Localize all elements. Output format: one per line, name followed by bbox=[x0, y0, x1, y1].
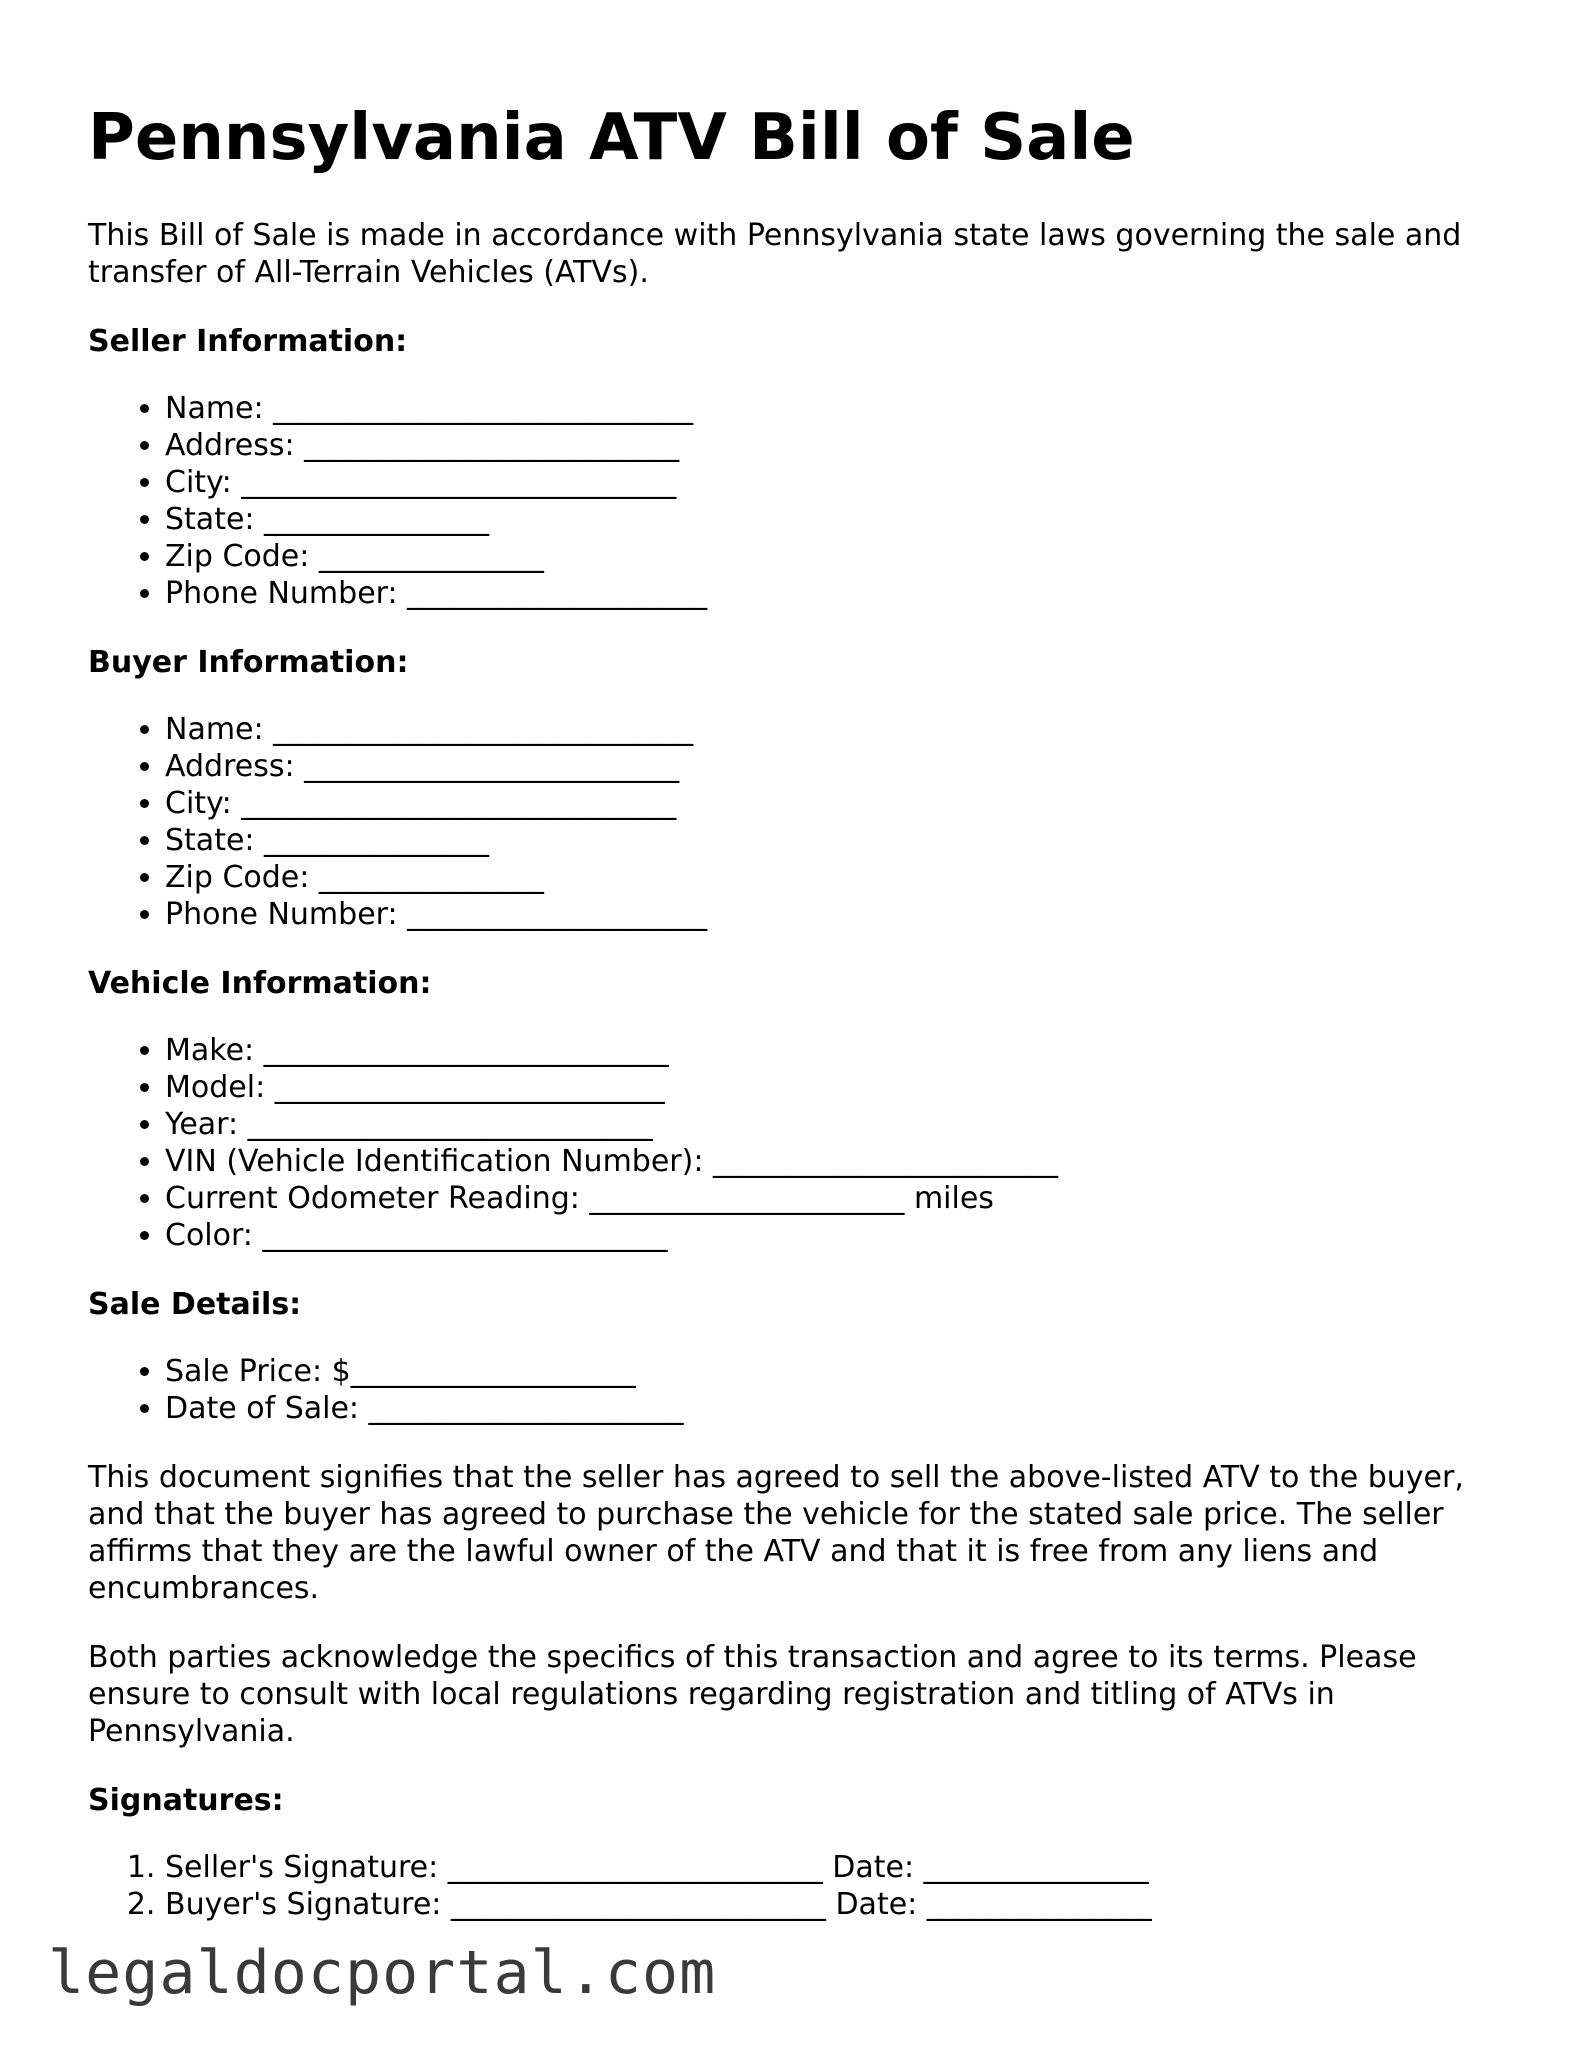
vehicle-color-field: • Color: ___________________________ bbox=[165, 1217, 1528, 1254]
seller-phone-field: • Phone Number: ____________________ bbox=[165, 575, 1528, 612]
seller-name-field: • Name: ____________________________ bbox=[165, 390, 1528, 427]
buyer-zip-field: • Zip Code: _______________ bbox=[165, 859, 1528, 896]
seller-state-field: • State: _______________ bbox=[165, 501, 1528, 538]
buyer-field-list bbox=[88, 711, 1528, 933]
watermark: legaldocportal.com bbox=[48, 1938, 717, 2008]
seller-heading: Seller Information: bbox=[88, 323, 408, 359]
intro-paragraph: This Bill of Sale is made in accordance with Pennsylvania state laws governing the sale and transfer of All-Terrain Vehicles (ATVs). bbox=[88, 217, 1462, 290]
signature-list bbox=[88, 1849, 1528, 1923]
vehicle-model-field: • Model: __________________________ bbox=[165, 1069, 1528, 1106]
vehicle-vin-field: • VIN (Vehicle Identification Number): _______________________ bbox=[165, 1143, 1528, 1180]
buyer-signature-line: 2. Buyer's Signature: _________________________ Date: _______________ bbox=[165, 1886, 1528, 1923]
seller-field-list bbox=[88, 390, 1528, 612]
vehicle-field-list bbox=[88, 1032, 1528, 1254]
seller-address-field: • Address: _________________________ bbox=[165, 427, 1528, 464]
buyer-phone-field: • Phone Number: ____________________ bbox=[165, 896, 1528, 933]
vehicle-odometer-field: • Current Odometer Reading: _____________________ miles bbox=[165, 1180, 1528, 1217]
seller-city-field: • City: _____________________________ bbox=[165, 464, 1528, 501]
sale-date-field: • Date of Sale: _____________________ bbox=[165, 1390, 1528, 1427]
sale-price-field: • Sale Price: $___________________ bbox=[165, 1353, 1528, 1390]
sale-field-list bbox=[88, 1353, 1528, 1427]
seller-zip-field: • Zip Code: _______________ bbox=[165, 538, 1528, 575]
sale-heading: Sale Details: bbox=[88, 1286, 302, 1322]
buyer-address-field: • Address: _________________________ bbox=[165, 748, 1528, 785]
signatures-heading: Signatures: bbox=[88, 1782, 284, 1818]
agreement-paragraph: This document signifies that the seller has agreed to sell the above-listed ATV to the buyer, and that the buyer has agreed to purchase the vehicle for the stated sale price. The seller affirms that they are the lawful owner of the ATV and that it is free from any liens and encumbrances. bbox=[88, 1459, 1464, 1606]
vehicle-heading: Vehicle Information: bbox=[88, 965, 432, 1001]
seller-signature-line: 1. Seller's Signature: _________________________ Date: _______________ bbox=[165, 1849, 1528, 1886]
buyer-name-field: • Name: ____________________________ bbox=[165, 711, 1528, 748]
vehicle-year-field: • Year: ___________________________ bbox=[165, 1106, 1528, 1143]
buyer-state-field: • State: _______________ bbox=[165, 822, 1528, 859]
document-page bbox=[88, 100, 1528, 1955]
vehicle-make-field: • Make: ___________________________ bbox=[165, 1032, 1528, 1069]
page-title: Pennsylvania ATV Bill of Sale bbox=[88, 101, 1135, 175]
buyer-heading: Buyer Information: bbox=[88, 644, 409, 680]
buyer-city-field: • City: _____________________________ bbox=[165, 785, 1528, 822]
acknowledgement-paragraph: Both parties acknowledge the specifics of this transaction and agree to its terms. Please ensure to consult with local regulations regarding registration and titling of ATVs in Pennsylvania. bbox=[88, 1639, 1417, 1749]
